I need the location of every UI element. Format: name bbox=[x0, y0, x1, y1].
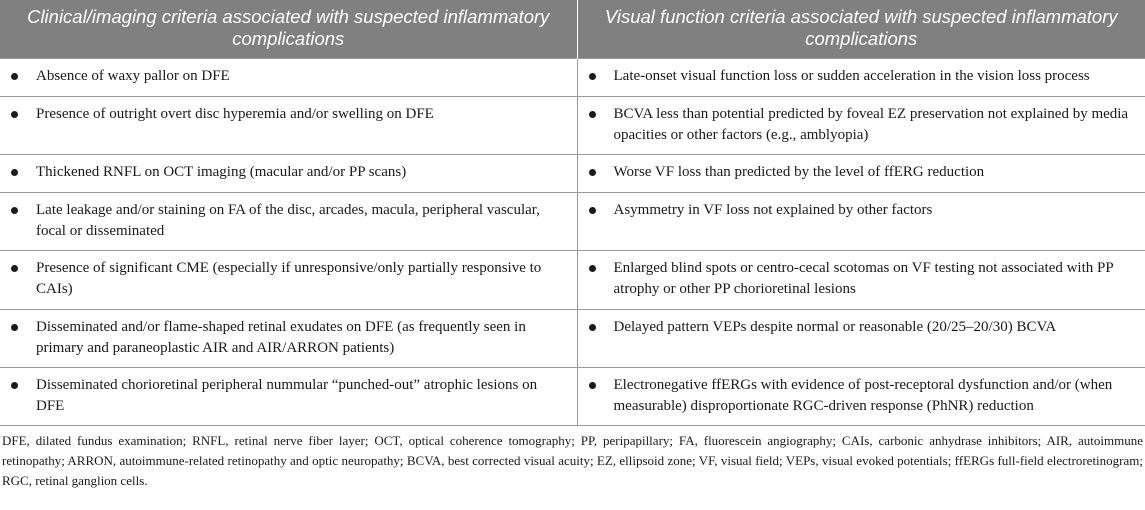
visual-criterion-cell bbox=[577, 154, 1145, 192]
bullet-icon bbox=[589, 111, 596, 118]
bullet-icon bbox=[589, 207, 596, 214]
bullet-icon bbox=[589, 73, 596, 80]
visual-criterion-text: Asymmetry in VF loss not explained by other factors bbox=[613, 201, 933, 218]
bullet-icon bbox=[11, 265, 18, 272]
visual-criterion-text: Electronegative ffERGs with evidence of post-receptoral dysfunction and/or (when measurable) disproportionate RGC-driven response (PhNR) reduction bbox=[613, 376, 1113, 414]
clinical-criterion-cell bbox=[0, 58, 577, 96]
visual-criterion-cell bbox=[577, 96, 1145, 154]
table-row bbox=[0, 250, 1145, 309]
visual-criterion-text: Worse VF loss than predicted by the level of ffERG reduction bbox=[613, 163, 985, 180]
clinical-criterion-text: Presence of significant CME (especially if unresponsive/only partially responsive to CAIs) bbox=[36, 259, 542, 297]
visual-criterion-cell bbox=[577, 309, 1145, 367]
clinical-criterion-text: Disseminated chorioretinal peripheral nummular “punched-out” atrophic lesions on DFE bbox=[36, 376, 538, 414]
clinical-criterion-cell bbox=[0, 154, 577, 192]
table-row bbox=[0, 154, 1145, 192]
bullet-icon bbox=[589, 169, 596, 176]
bullet-icon bbox=[11, 324, 18, 331]
visual-criterion-cell bbox=[577, 192, 1145, 250]
table-row bbox=[0, 192, 1145, 250]
visual-criterion-text: Delayed pattern VEPs despite normal or reasonable (20/25–20/30) BCVA bbox=[613, 318, 1057, 335]
visual-criterion-cell bbox=[577, 367, 1145, 425]
clinical-criterion-cell bbox=[0, 367, 577, 425]
clinical-criterion-cell bbox=[0, 309, 577, 367]
table-row bbox=[0, 367, 1145, 425]
visual-criterion-cell bbox=[577, 250, 1145, 309]
bullet-icon bbox=[11, 73, 18, 80]
bullet-icon bbox=[11, 111, 18, 118]
bullet-icon bbox=[589, 382, 596, 389]
header-clinical-imaging-criteria: Clinical/imaging criteria associated with suspected inflammatory complications bbox=[0, 0, 577, 58]
table-row bbox=[0, 58, 1145, 96]
clinical-criterion-cell bbox=[0, 96, 577, 154]
clinical-criterion-text: Presence of outright overt disc hyperemia and/or swelling on DFE bbox=[36, 105, 434, 122]
table-row bbox=[0, 309, 1145, 367]
visual-criterion-text: BCVA less than potential predicted by foveal EZ preservation not explained by media opacities or other factors (e.g., amblyopia) bbox=[613, 105, 1129, 143]
bullet-icon bbox=[589, 324, 596, 331]
clinical-criterion-text: Thickened RNFL on OCT imaging (macular and/or PP scans) bbox=[36, 163, 407, 180]
table-footnote: DFE, dilated fundus examination; RNFL, retinal nerve fiber layer; OCT, optical coherence tomography; PP, peripapillary; FA, fluorescein angiography; CAIs, carbonic anhydrase inhibitors; AIR, autoimmune retinopathy; ARRON, autoimmune-related retinopathy and optic neuropathy; BCVA, best corrected visual acuity; EZ, ellipsoid zone; VF, visual field; VEPs, visual evoked potentials; ffERGs full-field electroretinogram; RGC, retinal ganglion cells. bbox=[2, 432, 1143, 488]
clinical-criterion-cell bbox=[0, 250, 577, 309]
clinical-criterion-cell bbox=[0, 192, 577, 250]
header-visual-function-criteria: Visual function criteria associated with suspected inflammatory complications bbox=[577, 0, 1145, 58]
clinical-criterion-text: Disseminated and/or flame-shaped retinal exudates on DFE (as frequently seen in primary and paraneoplastic AIR and AIR/ARRON patients) bbox=[36, 318, 526, 356]
table-header-row bbox=[0, 0, 1145, 58]
visual-criterion-text: Enlarged blind spots or centro-cecal scotomas on VF testing not associated with PP atrophy or other PP chorioretinal lesions bbox=[613, 259, 1114, 297]
table-row bbox=[0, 96, 1145, 154]
bullet-icon bbox=[11, 207, 18, 214]
clinical-criterion-text: Late leakage and/or staining on FA of the disc, arcades, macula, peripheral vascular, focal or disseminated bbox=[36, 201, 540, 239]
visual-criterion-text: Late-onset visual function loss or sudden acceleration in the vision loss process bbox=[613, 67, 1090, 84]
visual-criterion-cell bbox=[577, 58, 1145, 96]
bullet-icon bbox=[11, 169, 18, 176]
clinical-criterion-text: Absence of waxy pallor on DFE bbox=[36, 67, 230, 84]
bullet-icon bbox=[589, 265, 596, 272]
bullet-icon bbox=[11, 382, 18, 389]
